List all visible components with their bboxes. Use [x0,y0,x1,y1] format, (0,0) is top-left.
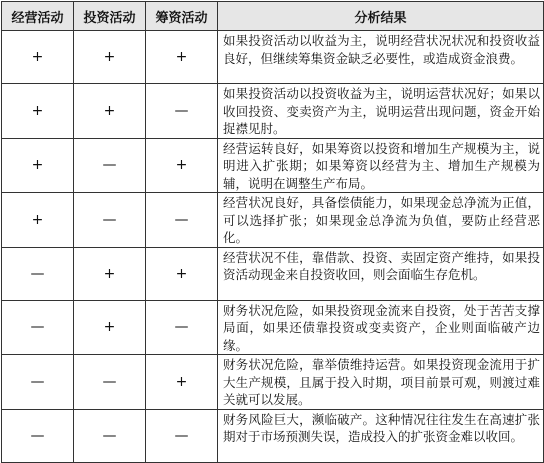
table-row [2,31,544,84]
analysis-result: 如果投资活动以投资收益为主，说明运营状况好；如果以收回投资、变卖资产为主，说明运营出现问题，资金开始捉襟见肘。 [218,84,544,139]
table-row [2,409,544,462]
investing-sign: + [74,247,146,300]
cash-flow-analysis-table [1,1,544,463]
financing-sign: — [146,193,218,248]
operating-sign: — [2,355,74,410]
investing-sign: + [74,31,146,84]
investing-sign: + [74,84,146,139]
header-operating: 经营活动 [2,2,74,31]
financing-sign: — [146,409,218,462]
analysis-result: 经营运转良好，如果筹资以投资和增加生产规模为主，说明进入扩张期；如果筹资以经营为主、增加生产规模为辅，说明在调整生产布局。 [218,138,544,193]
investing-sign: — [74,409,146,462]
table-row [2,84,544,139]
analysis-result: 财务状况危险，靠举债维持运营。如果投资现金流用于扩大生产规模，且属于投入时期，项目前景可观，则渡过难关就可以发展。 [218,355,544,410]
header-analysis: 分析结果 [218,2,544,31]
table-row [2,300,544,355]
header-row [2,2,544,31]
financing-sign: + [146,247,218,300]
analysis-result: 财务状况危险，如果投资现金流来自投资，处于苦苦支撑局面，如果还债靠投资或变卖资产，企业则面临破产边缘。 [218,300,544,355]
investing-sign: — [74,193,146,248]
header-financing: 筹资活动 [146,2,218,31]
operating-sign: + [2,138,74,193]
investing-sign: — [74,355,146,410]
analysis-result: 财务风险巨大，濒临破产。这种情况往往发生在高速扩张期对于市场预测失误，造成投入的扩张资金难以收回。 [218,409,544,462]
investing-sign: — [74,138,146,193]
financing-sign: + [146,138,218,193]
financing-sign: + [146,31,218,84]
table-row [2,355,544,410]
financing-sign: — [146,300,218,355]
operating-sign: — [2,409,74,462]
table-row [2,193,544,248]
table-row [2,138,544,193]
operating-sign: — [2,247,74,300]
operating-sign: + [2,84,74,139]
financing-sign: + [146,355,218,410]
investing-sign: + [74,300,146,355]
analysis-result: 经营状况良好，具备偿债能力，如果现金总净流为正值，可以选择扩张；如果现金总净流为负值，要防止经营恶化。 [218,193,544,248]
operating-sign: — [2,300,74,355]
operating-sign: + [2,31,74,84]
operating-sign: + [2,193,74,248]
financing-sign: — [146,84,218,139]
analysis-result: 经营状况不佳，靠借款、投资、卖固定资产维持，如果投资活动现金来自投资收回，则会面临生存危机。 [218,247,544,300]
header-investing: 投资活动 [74,2,146,31]
analysis-result: 如果投资活动以收益为主，说明经营状况状况和投资收益良好，但继续筹集资金缺乏必要性，或造成资金浪费。 [218,31,544,84]
table-row [2,247,544,300]
